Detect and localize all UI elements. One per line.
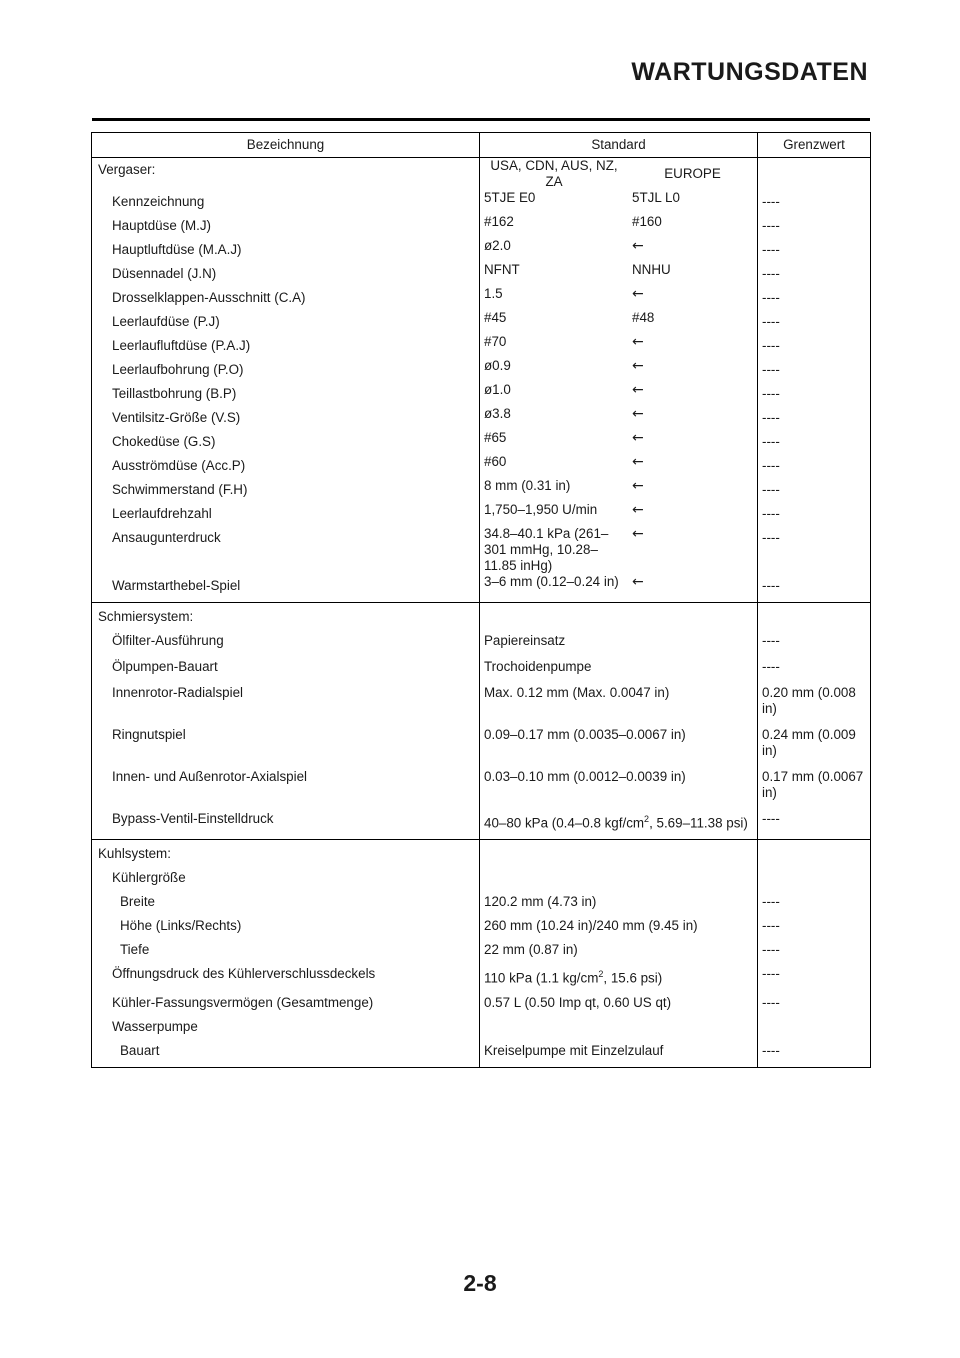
item-name: Düsennadel (J.N) [92,262,480,286]
item-name: Leerlaufdrehzahl [92,502,480,526]
limit-value: ---- [758,286,871,310]
same-as-arrow-icon: ← [632,358,644,374]
table-row [92,334,871,358]
table-row [92,866,871,890]
standard-value: 0.57 L (0.50 Imp qt, 0.60 US qt) [480,991,758,1015]
table-row [92,286,871,310]
item-name: Innen- und Außenrotor-Axialspiel [92,765,480,807]
standard-usa: #65 [484,430,507,445]
limit-value: ---- [758,655,871,681]
same-as-arrow-icon: ← [632,286,644,302]
cell [480,1015,758,1039]
table-row [92,190,871,214]
table-row [92,1039,871,1068]
title-rule [92,118,870,121]
standard-cell [480,238,758,262]
limit-value: ---- [758,914,871,938]
limit-value: ---- [758,890,871,914]
table-row [92,214,871,238]
limit-cell [758,158,871,191]
standard-value: 120.2 mm (4.73 in) [480,890,758,914]
standard-cell [480,358,758,382]
table-row [92,962,871,990]
standard-value: Kreiselpumpe mit Einzelzulauf [480,1039,758,1068]
same-as-arrow-icon: ← [632,574,644,590]
limit-value: ---- [758,430,871,454]
item-name: Drosselklappen-Ausschnitt (C.A) [92,286,480,310]
item-name: Tiefe [92,938,480,962]
standard-value: Max. 0.12 mm (Max. 0.0047 in) [480,681,758,723]
same-as-arrow-icon: ← [632,478,644,494]
table-row [92,382,871,406]
section-lubrication: Schmiersystem: [92,603,480,630]
section-carburetor: Vergaser: [92,158,480,191]
standard-cell [480,262,758,286]
header-standard: Standard [480,133,758,158]
standard-cell [480,214,758,238]
standard-cell [480,454,758,478]
item-name: Kühlergröße [92,866,480,890]
item-name: Wasserpumpe [92,1015,480,1039]
table-row [92,358,871,382]
limit-value: ---- [758,962,871,990]
item-name: Bauart [92,1039,480,1068]
table-row [92,723,871,765]
standard-usa: #45 [484,310,507,325]
same-as-arrow-icon: ← [632,430,644,446]
table-row [92,238,871,262]
cell [758,866,871,890]
limit-value: ---- [758,938,871,962]
limit-value: ---- [758,382,871,406]
standard-usa: 34.8–40.1 kPa (261–301 mmHg, 10.28–11.85 inHg) [484,526,609,573]
standard-cell [480,574,758,603]
standard-usa: ø0.9 [484,358,511,373]
limit-value: ---- [758,334,871,358]
limit-value: ---- [758,807,871,840]
table-row [92,890,871,914]
standard-cell [480,502,758,526]
item-name: Hauptluftdüse (M.A.J) [92,238,480,262]
standard-europe: #48 [632,310,655,325]
standard-cell [480,478,758,502]
limit-value: ---- [758,478,871,502]
same-as-arrow-icon: ← [632,382,644,398]
standard-cell [480,382,758,406]
table-row [92,914,871,938]
standard-usa: 5TJE E0 [484,190,536,205]
table-row [92,406,871,430]
limit-value: ---- [758,358,871,382]
same-as-arrow-icon: ← [632,526,644,542]
item-name: Breite [92,890,480,914]
same-as-arrow-icon: ← [632,238,644,254]
limit-value: ---- [758,574,871,603]
limit-value: ---- [758,502,871,526]
market-header [480,158,758,191]
standard-value: 0.03–0.10 mm (0.0012–0.0039 in) [480,765,758,807]
item-name: Ausströmdüse (Acc.P) [92,454,480,478]
standard-usa: 1,750–1,950 U/min [484,502,598,517]
page-number: 2-8 [463,1270,497,1296]
standard-value: 110 kPa (1.1 $kg/cm^2$, 15.6 psi) [480,962,758,990]
table-row [92,1015,871,1039]
table-row [92,310,871,334]
standard-value: Trochoidenpumpe [480,655,758,681]
limit-value: 0.20 mm (0.008 in) [758,681,871,723]
standard-europe: 5TJL L0 [632,190,680,205]
standard-usa: 1.5 [484,286,503,301]
limit-value: ---- [758,629,871,655]
table-row [92,262,871,286]
section-row [92,840,871,867]
cell [480,866,758,890]
standard-value: 260 mm (10.24 in)/240 mm (9.45 in) [480,914,758,938]
cell [758,1015,871,1039]
table-row [92,629,871,655]
standard-cell [480,286,758,310]
item-name: Leerlaufluftdüse (P.A.J) [92,334,480,358]
item-name: Öffnungsdruck des Kühlerverschlussdeckels [92,962,480,990]
limit-value: ---- [758,214,871,238]
standard-value: 0.09–0.17 mm (0.0035–0.0067 in) [480,723,758,765]
limit-value: ---- [758,190,871,214]
item-name: Leerlaufbohrung (P.O) [92,358,480,382]
item-name: Hauptdüse (M.J) [92,214,480,238]
cell [480,840,758,867]
standard-usa: NFNT [484,262,520,277]
header-limit: Grenzwert [758,133,871,158]
market-usa: USA, CDN, AUS, NZ, ZA [490,158,618,189]
standard-usa: #162 [484,214,514,229]
market-europe: EUROPE [664,166,721,181]
table-row [92,502,871,526]
same-as-arrow-icon: ← [632,502,644,518]
item-name: Ventilsitz-Größe (V.S) [92,406,480,430]
cell [758,840,871,867]
standard-usa: ø3.8 [484,406,511,421]
table-row [92,454,871,478]
limit-value: ---- [758,454,871,478]
standard-value: Papiereinsatz [480,629,758,655]
cell [480,603,758,630]
item-name: Ölfilter-Ausführung [92,629,480,655]
section-cooling: Kuhlsystem: [92,840,480,867]
item-name: Ölpumpen-Bauart [92,655,480,681]
same-as-arrow-icon: ← [632,406,644,422]
item-name: Höhe (Links/Rechts) [92,914,480,938]
item-name: Innenrotor-Radialspiel [92,681,480,723]
item-name: Teillastbohrung (B.P) [92,382,480,406]
item-name: Leerlaufdüse (P.J) [92,310,480,334]
limit-value: ---- [758,310,871,334]
standard-usa: #70 [484,334,507,349]
item-name: Chokedüse (G.S) [92,430,480,454]
item-name: Kennzeichnung [92,190,480,214]
table-row [92,478,871,502]
limit-value: ---- [758,526,871,574]
standard-cell [480,334,758,358]
limit-value: ---- [758,238,871,262]
standard-usa: #60 [484,454,507,469]
limit-value: 0.24 mm (0.009 in) [758,723,871,765]
table-row [92,574,871,603]
item-name: Bypass-Ventil-Einstelldruck [92,807,480,840]
standard-cell [480,430,758,454]
standard-cell [480,310,758,334]
section-row [92,603,871,630]
page-title: WARTUNGSDATEN [631,58,868,86]
standard-cell [480,526,758,574]
standard-usa: ø2.0 [484,238,511,253]
limit-value: 0.17 mm (0.0067 in) [758,765,871,807]
standard-cell [480,406,758,430]
table-row [92,991,871,1015]
table-row [92,938,871,962]
table-row [92,526,871,574]
standard-value: 22 mm (0.87 in) [480,938,758,962]
maintenance-spec-table [91,132,871,1068]
limit-value: ---- [758,406,871,430]
same-as-arrow-icon: ← [632,334,644,350]
table-row [92,430,871,454]
limit-value: ---- [758,991,871,1015]
item-name: Ringnutspiel [92,723,480,765]
standard-usa: 3–6 mm (0.12–0.24 in) [484,574,619,589]
item-name: Schwimmerstand (F.H) [92,478,480,502]
limit-value: ---- [758,262,871,286]
table-header-row [92,133,871,158]
standard-usa: ø1.0 [484,382,511,397]
table-row [92,765,871,807]
standard-usa: 8 mm (0.31 in) [484,478,571,493]
standard-europe: #160 [632,214,662,229]
item-name: Warmstarthebel-Spiel [92,574,480,603]
table-row [92,681,871,723]
item-name: Kühler-Fassungsvermögen (Gesamtmenge) [92,991,480,1015]
table-row [92,807,871,840]
table-row [92,655,871,681]
standard-europe: NNHU [632,262,671,277]
item-name: Ansaugunterdruck [92,526,480,574]
same-as-arrow-icon: ← [632,454,644,470]
section-row [92,158,871,191]
cell [758,603,871,630]
standard-value: 40–80 kPa (0.4–0.8 kgf/$cm^2$, 5.69–11.38 psi) [480,807,758,840]
standard-cell [480,190,758,214]
header-name: Bezeichnung [92,133,480,158]
limit-value: ---- [758,1039,871,1068]
